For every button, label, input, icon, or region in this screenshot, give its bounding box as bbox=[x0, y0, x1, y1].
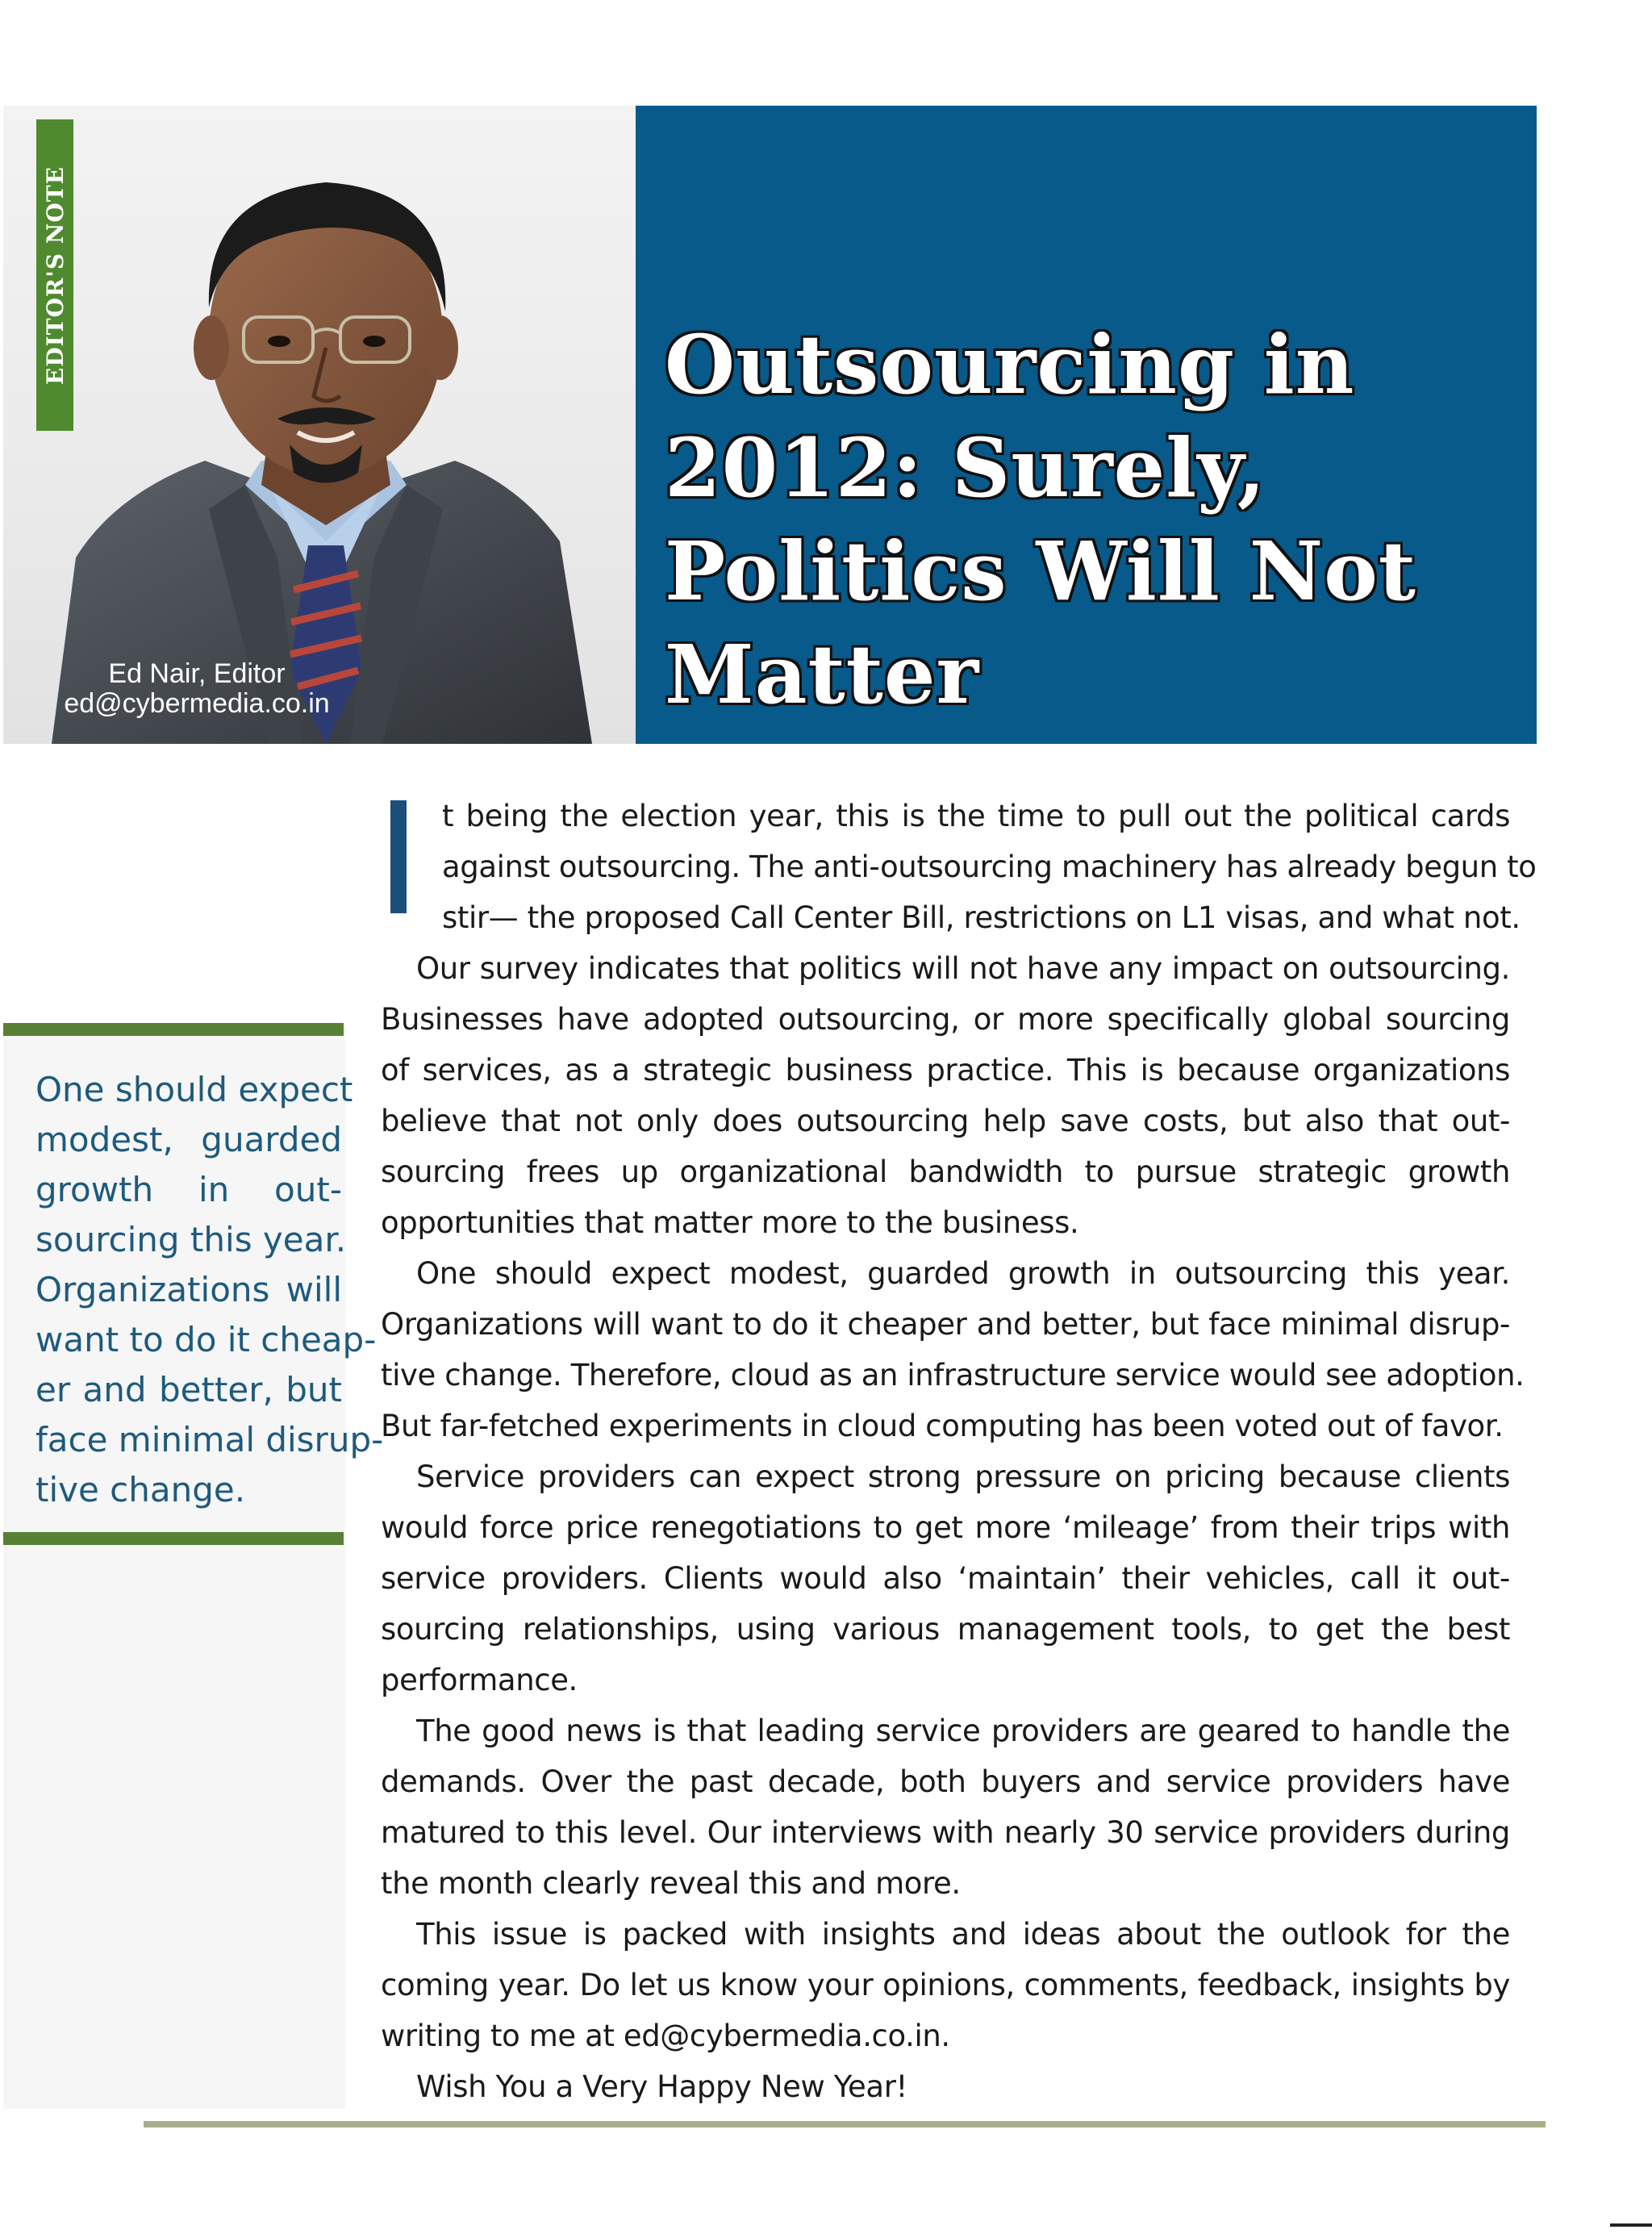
article-line: Service providers can expect strong pressure on pricing because clients bbox=[416, 1459, 1510, 1494]
article-line: the month clearly reveal this and more. bbox=[381, 1866, 961, 1901]
pullquote-top-rule bbox=[3, 1023, 344, 1036]
article-line: coming year. Do let us know your opinions, comments, feedback, insights by bbox=[381, 1968, 1510, 2002]
article-line: opportunities that matter more to the business. bbox=[381, 1205, 1079, 1240]
headline-line: Matter bbox=[665, 627, 980, 722]
article-line: performance. bbox=[381, 1663, 578, 1697]
editor-portrait-image bbox=[3, 106, 636, 744]
article-line: writing to me at ed@cybermedia.co.in. bbox=[381, 2019, 950, 2053]
caption-email: ed@cybermedia.co.in bbox=[64, 688, 330, 719]
headline-line: Outsourcing in bbox=[665, 317, 1355, 412]
pullquote-line: One should expect bbox=[35, 1070, 353, 1109]
headline-line: Politics Will Not bbox=[665, 524, 1416, 619]
article-line: stir— the proposed Call Center Bill, restrictions on L1 visas, and what not. bbox=[442, 900, 1521, 935]
article-line: This issue is packed with insights and ideas about the outlook for the bbox=[416, 1917, 1510, 1952]
pullquote-line: tive change. bbox=[35, 1470, 246, 1509]
pullquote-bottom-rule bbox=[3, 1532, 344, 1545]
article-line: of services, as a strategic business practice. This is because organizations bbox=[381, 1053, 1510, 1088]
article-line: sourcing frees up organizational bandwidth to pursue strategic growth bbox=[381, 1154, 1510, 1189]
section-label: EDITOR'S NOTE bbox=[41, 165, 69, 385]
article-line: would force price renegotiations to get more ‘mileage’ from their trips with bbox=[381, 1510, 1510, 1545]
article-body bbox=[381, 791, 1537, 2112]
pullquote bbox=[35, 1065, 384, 1515]
article-line: t being the election year, this is the time to pull out the political cards bbox=[442, 799, 1510, 833]
pullquote-line: growth in out- bbox=[35, 1170, 342, 1209]
section-label-tab bbox=[36, 119, 73, 431]
page-corner-mark bbox=[1610, 2223, 1652, 2227]
photo-caption bbox=[44, 659, 350, 719]
article-line: matured to this level. Our interviews with nearly 30 service providers during bbox=[381, 1815, 1510, 1850]
article-line: Businesses have adopted outsourcing, or more specifically global sourcing bbox=[381, 1002, 1510, 1037]
editor-photo bbox=[3, 106, 636, 744]
article-line: service providers. Clients would also ‘maintain’ their vehicles, call it out- bbox=[381, 1561, 1510, 1596]
headline bbox=[665, 313, 1520, 726]
article-line: demands. Over the past decade, both buyers and service providers have bbox=[381, 1764, 1510, 1799]
article-line: Our survey indicates that politics will not have any impact on outsourcing. bbox=[416, 951, 1510, 986]
pullquote-line: sourcing this year. bbox=[35, 1220, 347, 1259]
article-line: The good news is that leading service providers are geared to handle the bbox=[416, 1714, 1510, 1748]
headline-line: 2012: Surely, bbox=[665, 420, 1266, 516]
bottom-rule bbox=[144, 2121, 1546, 2127]
article-line: But far-fetched experiments in cloud computing has been voted out of favor. bbox=[381, 1409, 1504, 1443]
article-line: One should expect modest, guarded growth in outsourcing this year. bbox=[416, 1256, 1510, 1291]
article-line: sourcing relationships, using various management tools, to get the best bbox=[381, 1612, 1510, 1647]
article-line: against outsourcing. The anti-outsourcing machinery has already begun to bbox=[442, 850, 1537, 884]
pullquote-line: Organizations will bbox=[35, 1270, 342, 1309]
pullquote-line: face minimal disrup- bbox=[35, 1420, 384, 1459]
pullquote-line: modest, guarded bbox=[35, 1120, 342, 1159]
caption-name: Ed Nair, Editor bbox=[108, 658, 286, 689]
pullquote-line: er and better, but bbox=[35, 1370, 342, 1409]
article-line: Organizations will want to do it cheaper and better, but face minimal disrup- bbox=[381, 1307, 1510, 1342]
article-line: tive change. Therefore, cloud as an infrastructure service would see adoption. bbox=[381, 1358, 1525, 1392]
article-line: believe that not only does outsourcing help save costs, but also that out- bbox=[381, 1104, 1510, 1138]
article-line: Wish You a Very Happy New Year! bbox=[416, 2069, 907, 2104]
pullquote-line: want to do it cheap- bbox=[35, 1320, 377, 1359]
